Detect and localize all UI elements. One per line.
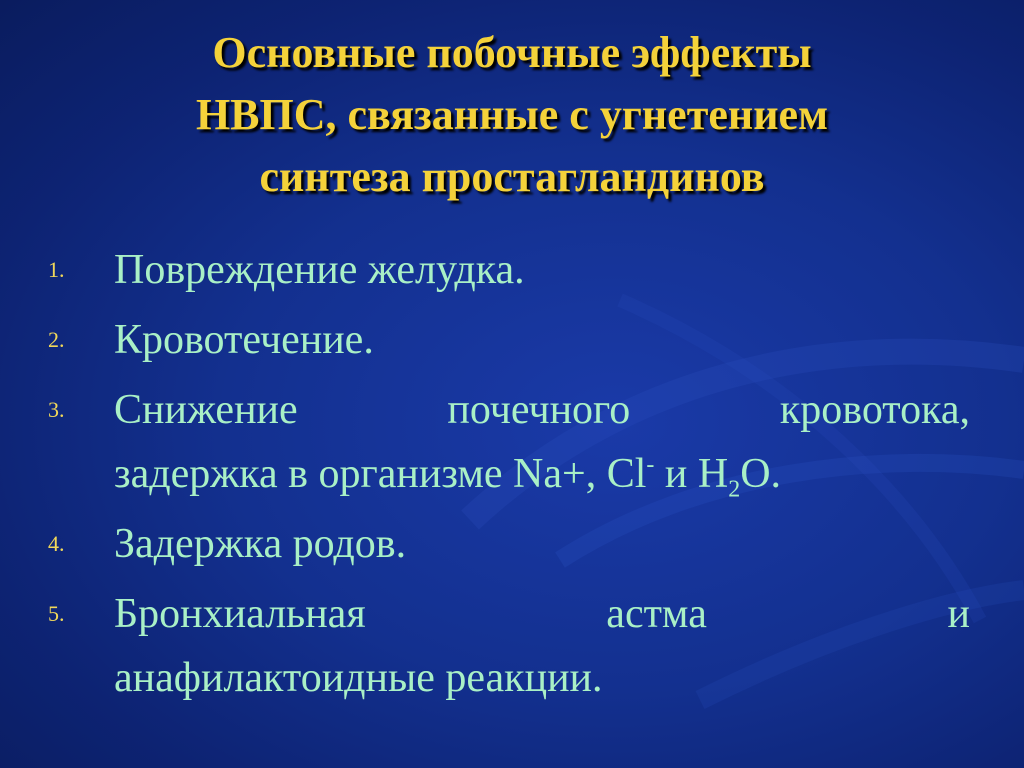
- list-number: 4.: [48, 531, 65, 556]
- side-effects-list: [44, 238, 970, 716]
- text-segment: O.: [740, 451, 782, 497]
- list-item-text: Повреждение желудка.: [114, 247, 525, 293]
- text-segment: и H: [654, 451, 729, 497]
- text-segment: задержка в организме Na+, Cl: [114, 451, 647, 497]
- list-item: [44, 512, 970, 576]
- list-item-text: Задержка родов.: [114, 521, 407, 567]
- word: астма: [606, 591, 707, 637]
- list-item: [44, 378, 970, 506]
- list-number: 1.: [48, 257, 65, 282]
- word: Снижение: [114, 387, 298, 433]
- slide-title: [40, 22, 984, 208]
- list-item-line-2: [114, 442, 970, 506]
- word: кровотока,: [779, 387, 971, 433]
- superscript-minus: -: [646, 452, 655, 478]
- list-item-text: Кровотечение.: [114, 317, 374, 363]
- title-line-2: НВПС, связанные с угнетением: [195, 90, 829, 139]
- list-item-line-1: [114, 378, 970, 442]
- list-item-line-1: [114, 582, 970, 646]
- title-line-3: синтеза простагландинов: [259, 152, 765, 201]
- title-line-1: Основные побочные эффекты: [212, 28, 812, 77]
- word: почечного: [447, 387, 631, 433]
- list-number: 3.: [48, 397, 65, 422]
- word: и: [947, 591, 971, 637]
- subscript-two: 2: [728, 476, 741, 503]
- list-item: [44, 238, 970, 302]
- list-number: 2.: [48, 327, 65, 352]
- list-item: [44, 582, 970, 710]
- list-item-line-2: анафилактоидные реакции.: [114, 655, 603, 701]
- list-number: 5.: [48, 601, 65, 626]
- word: Бронхиальная: [114, 591, 366, 637]
- list-item: [44, 308, 970, 372]
